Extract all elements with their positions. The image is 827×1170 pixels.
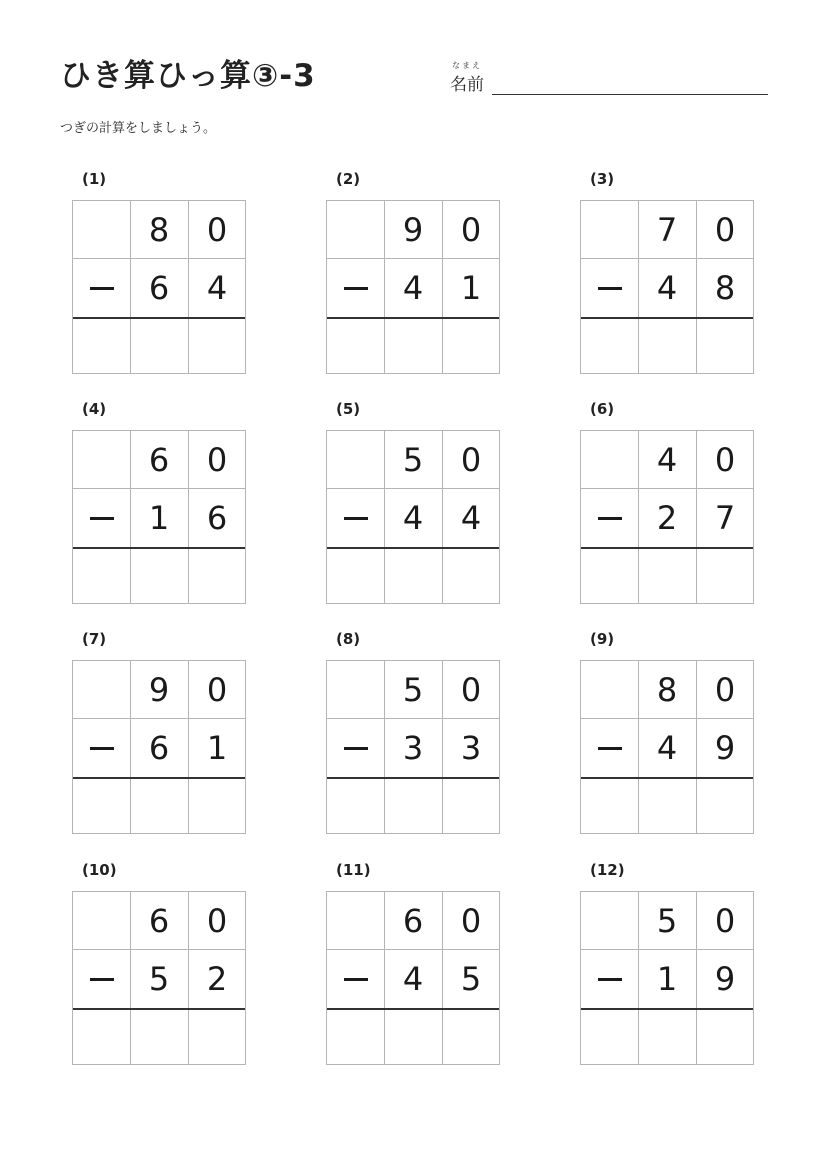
minuend-tens-digit: 6: [148, 902, 170, 940]
problem-6: [580, 400, 756, 606]
problem-9: [580, 630, 756, 836]
minus-sign: [73, 489, 131, 547]
answer-cell-tens[interactable]: [638, 318, 696, 374]
name-write-line[interactable]: [492, 94, 768, 95]
minus-sign: [581, 489, 639, 547]
minus-sign: [327, 489, 385, 547]
answer-cell-ones[interactable]: [188, 778, 246, 834]
problem-number: (1): [82, 170, 107, 188]
minuend-tens-digit: 5: [402, 671, 424, 709]
minuend-ones-digit: 0: [206, 902, 228, 940]
minuend-ones-digit: 0: [206, 441, 228, 479]
answer-cell-ones[interactable]: [696, 1009, 754, 1065]
minus-sign: [73, 950, 131, 1008]
answer-cell-hundreds[interactable]: [327, 1009, 385, 1065]
problem-number: (5): [336, 400, 361, 418]
subtraction-grid: [326, 200, 500, 374]
answer-cell-tens[interactable]: [130, 318, 188, 374]
minus-icon: [90, 747, 114, 750]
subtrahend-tens-digit: 2: [656, 499, 678, 537]
subtrahend-ones-digit: 2: [206, 960, 228, 998]
minuend-tens-digit: 5: [656, 902, 678, 940]
minuend-tens-digit: 9: [402, 211, 424, 249]
answer-cell-tens[interactable]: [384, 318, 442, 374]
answer-cell-ones[interactable]: [442, 318, 500, 374]
subtraction-grid: [72, 200, 246, 374]
minuend-ones-digit: 0: [460, 902, 482, 940]
answer-cell-hundreds[interactable]: [73, 548, 131, 604]
answer-cell-hundreds[interactable]: [581, 318, 639, 374]
answer-cell-hundreds[interactable]: [73, 318, 131, 374]
minuend-ones-digit: 0: [714, 441, 736, 479]
minuend-ones-digit: 0: [714, 902, 736, 940]
instruction-text: つぎの計算をしましょう。: [60, 121, 217, 136]
problem-1: [72, 170, 248, 376]
answer-cell-ones[interactable]: [442, 548, 500, 604]
subtrahend-tens-digit: 5: [148, 960, 170, 998]
problem-number: (4): [82, 400, 107, 418]
answer-cell-ones[interactable]: [696, 318, 754, 374]
subtrahend-ones-digit: 4: [460, 499, 482, 537]
subtrahend-tens-digit: 4: [402, 499, 424, 537]
subtraction-grid: [72, 660, 246, 834]
problem-10: [72, 861, 248, 1067]
minus-sign: [73, 259, 131, 317]
problem-8: [326, 630, 502, 836]
subtrahend-ones-digit: 5: [460, 960, 482, 998]
minuend-ones-digit: 0: [206, 671, 228, 709]
answer-cell-hundreds[interactable]: [327, 778, 385, 834]
problem-number: (12): [590, 861, 625, 879]
minuend-tens-digit: 9: [148, 671, 170, 709]
subtrahend-tens-digit: 1: [148, 499, 170, 537]
problem-number: (2): [336, 170, 361, 188]
problem-5: [326, 400, 502, 606]
minus-icon: [344, 517, 368, 520]
minuend-ones-digit: 0: [460, 441, 482, 479]
answer-cell-hundreds[interactable]: [73, 1009, 131, 1065]
minus-icon: [344, 287, 368, 290]
answer-cell-ones[interactable]: [696, 778, 754, 834]
minuend-ones-digit: 0: [460, 211, 482, 249]
minuend-tens-digit: 8: [148, 211, 170, 249]
problem-12: [580, 861, 756, 1067]
subtraction-grid: [326, 660, 500, 834]
minus-sign: [327, 259, 385, 317]
problem-number: (10): [82, 861, 117, 879]
subtrahend-ones-digit: 1: [460, 269, 482, 307]
minuend-tens-digit: 6: [402, 902, 424, 940]
answer-cell-hundreds[interactable]: [581, 1009, 639, 1065]
minus-icon: [344, 978, 368, 981]
subtrahend-tens-digit: 4: [656, 729, 678, 767]
answer-cell-ones[interactable]: [188, 548, 246, 604]
minuend-ones-digit: 0: [460, 671, 482, 709]
subtrahend-ones-digit: 1: [206, 729, 228, 767]
subtrahend-tens-digit: 4: [656, 269, 678, 307]
minuend-tens-digit: 5: [402, 441, 424, 479]
minuend-tens-digit: 4: [656, 441, 678, 479]
minus-sign: [327, 719, 385, 777]
answer-cell-hundreds[interactable]: [581, 548, 639, 604]
subtrahend-ones-digit: 9: [714, 960, 736, 998]
subtraction-grid: [72, 891, 246, 1065]
answer-cell-tens[interactable]: [384, 778, 442, 834]
subtraction-grid: [580, 430, 754, 604]
answer-cell-hundreds[interactable]: [327, 548, 385, 604]
problem-7: [72, 630, 248, 836]
answer-cell-hundreds[interactable]: [581, 778, 639, 834]
subtrahend-tens-digit: 4: [402, 960, 424, 998]
subtrahend-ones-digit: 7: [714, 499, 736, 537]
minuend-ones-digit: 0: [206, 211, 228, 249]
subtraction-grid: [580, 891, 754, 1065]
problem-2: [326, 170, 502, 376]
answer-cell-tens[interactable]: [638, 1009, 696, 1065]
problem-number: (7): [82, 630, 107, 648]
subtrahend-tens-digit: 1: [656, 960, 678, 998]
subtrahend-ones-digit: 9: [714, 729, 736, 767]
subtraction-grid: [326, 891, 500, 1065]
minuend-tens-digit: 8: [656, 671, 678, 709]
minus-sign: [581, 950, 639, 1008]
minus-icon: [598, 978, 622, 981]
subtrahend-tens-digit: 4: [402, 269, 424, 307]
answer-cell-tens[interactable]: [130, 548, 188, 604]
subtrahend-ones-digit: 6: [206, 499, 228, 537]
name-field: [450, 60, 768, 96]
answer-cell-tens[interactable]: [384, 548, 442, 604]
minus-icon: [344, 747, 368, 750]
answer-cell-tens[interactable]: [638, 778, 696, 834]
subtraction-grid: [580, 200, 754, 374]
problem-11: [326, 861, 502, 1067]
minuend-tens-digit: 7: [656, 211, 678, 249]
name-ruby: なまえ: [452, 61, 482, 70]
problem-3: [580, 170, 756, 376]
subtraction-grid: [72, 430, 246, 604]
problem-number: (6): [590, 400, 615, 418]
answer-cell-tens[interactable]: [638, 548, 696, 604]
name-label: 名前: [450, 75, 484, 95]
problem-number: (8): [336, 630, 361, 648]
answer-cell-ones[interactable]: [442, 778, 500, 834]
answer-cell-hundreds[interactable]: [327, 318, 385, 374]
answer-cell-hundreds[interactable]: [73, 778, 131, 834]
problem-number: (9): [590, 630, 615, 648]
answer-cell-tens[interactable]: [384, 1009, 442, 1065]
minus-icon: [598, 517, 622, 520]
subtrahend-tens-digit: 6: [148, 729, 170, 767]
minus-sign: [327, 950, 385, 1008]
subtrahend-ones-digit: 4: [206, 269, 228, 307]
subtrahend-tens-digit: 3: [402, 729, 424, 767]
minus-icon: [90, 517, 114, 520]
problem-4: [72, 400, 248, 606]
subtrahend-tens-digit: 6: [148, 269, 170, 307]
minuend-ones-digit: 0: [714, 211, 736, 249]
answer-cell-ones[interactable]: [188, 1009, 246, 1065]
minus-icon: [598, 747, 622, 750]
minus-icon: [598, 287, 622, 290]
answer-cell-tens[interactable]: [130, 1009, 188, 1065]
minus-sign: [73, 719, 131, 777]
worksheet-title: ひき算ひっ算③-3: [60, 58, 316, 94]
subtraction-grid: [580, 660, 754, 834]
answer-cell-ones[interactable]: [442, 1009, 500, 1065]
answer-cell-ones[interactable]: [188, 318, 246, 374]
answer-cell-ones[interactable]: [696, 548, 754, 604]
minus-icon: [90, 287, 114, 290]
subtrahend-ones-digit: 3: [460, 729, 482, 767]
subtrahend-ones-digit: 8: [714, 269, 736, 307]
minus-sign: [581, 719, 639, 777]
problem-number: (11): [336, 861, 371, 879]
subtraction-grid: [326, 430, 500, 604]
minuend-tens-digit: 6: [148, 441, 170, 479]
minuend-ones-digit: 0: [714, 671, 736, 709]
answer-cell-tens[interactable]: [130, 778, 188, 834]
minus-icon: [90, 978, 114, 981]
problem-number: (3): [590, 170, 615, 188]
minus-sign: [581, 259, 639, 317]
